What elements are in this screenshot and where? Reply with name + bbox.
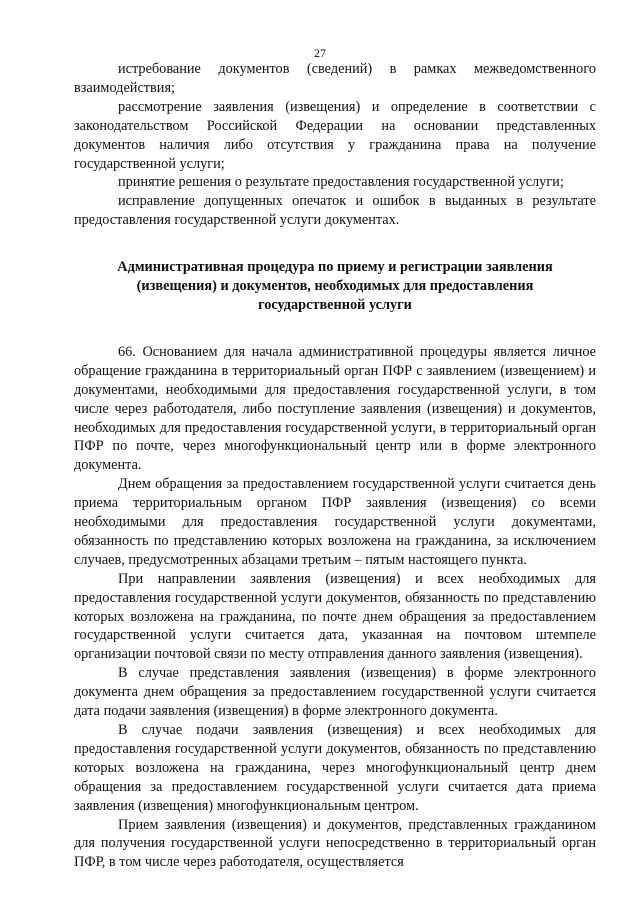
paragraph: В случае подачи заявления (извещения) и всех необходимых для предоставления государственной услуги документов, обязанность по представлению которых возложена на гражданина, через многофункциональный центр днем обращения за предоставлением государственной услуги считается дата приема заявления (извещения) многофункциональным центром. xyxy=(74,722,596,814)
paragraph: При направлении заявления (извещения) и всех необходимых для предоставления государственной услуги документов, обязанность по представлению которых возложена на гражданина, по почте днем обращения за предоставлением государственной услуги считается дата, указанная на почтовом штемпеле организации почтовой связи по месту отправления данного заявления (извещения). xyxy=(74,570,596,663)
paragraph: В случае представления заявления (извещения) в форме электронного документа днем обращения за предоставлением государственной услуги считается дата подачи заявления (извещения) в форме электронного документа. xyxy=(74,665,596,720)
document-body xyxy=(74,60,596,872)
paragraph: рассмотрение заявления (извещения) и определение в соответствии с законодательством Российской Федерации на основании представленных документов наличия либо отсутствия у гражданина права на получение государственной услуги; xyxy=(74,98,596,172)
page-number: 27 xyxy=(314,46,326,60)
paragraph: принятие решения о результате предоставления государственной услуги; xyxy=(118,174,564,191)
section-heading: Административная процедура по приему и регистрации заявления (извещения) и документов, необходимых для предоставления государственной услуги xyxy=(117,259,553,313)
paragraph: истребование документов (сведений) в рамках межведомственного взаимодействия; xyxy=(74,61,596,96)
paragraph: исправление допущенных опечаток и ошибок в выданных в результате предоставления государственной услуги документах. xyxy=(74,193,596,229)
paragraph: 66. Основанием для начала административной процедуры является личное обращение гражданина в территориальный орган ПФР с заявлением (извещением) и документами, необходимыми для предоставления государственной услуги, в том числе через работодателя, либо поступление заявления (извещения) и документов, необходимых для предоставления государственной услуги, в территориальный орган ПФР по почте, через многофункциональный центр или в форме электронного документа. xyxy=(74,343,596,474)
paragraph: Прием заявления (извещения) и документов, представленных гражданином для получения государственной услуги непосредственно в территориальный орган ПФР, в том числе через работодателя, осуществляется xyxy=(74,816,596,871)
paragraph: Днем обращения за предоставлением государственной услуги считается день приема территориальным органом ПФР заявления (извещения) со всеми необходимыми для предоставления государственной услуги документами, обязанность по представлению которых возложена на гражданина, за исключением случаев, предусмотренных абзацами третьим – пятым настоящего пункта. xyxy=(74,476,596,568)
